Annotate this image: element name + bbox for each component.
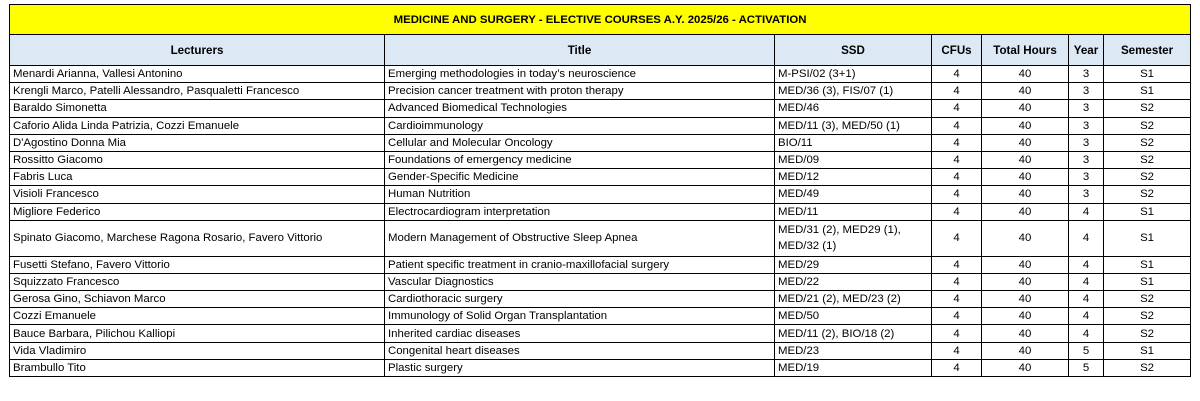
cell-semester[interactable]: S2 — [1104, 186, 1191, 203]
cell-semester[interactable]: S1 — [1104, 66, 1191, 83]
cell-total-hours[interactable]: 40 — [982, 308, 1069, 325]
table-row — [10, 83, 1191, 100]
table-row — [10, 169, 1191, 186]
cell-ssd[interactable]: MED/49 — [775, 186, 932, 203]
cell-total-hours[interactable]: 40 — [982, 342, 1069, 359]
cell-lecturers[interactable]: Rossitto Giacomo — [10, 151, 385, 168]
cell-semester[interactable]: S2 — [1104, 325, 1191, 342]
table-row — [10, 220, 1191, 256]
cell-total-hours[interactable]: 40 — [982, 186, 1069, 203]
cell-year[interactable]: 4 — [1069, 203, 1104, 220]
cell-ssd[interactable]: MED/21 (2), MED/23 (2) — [775, 291, 932, 308]
cell-ssd[interactable]: MED/50 — [775, 308, 932, 325]
cell-semester[interactable]: S1 — [1104, 273, 1191, 290]
cell-lecturers[interactable]: Caforio Alida Linda Patrizia, Cozzi Emanuele — [10, 117, 385, 134]
cell-ssd[interactable]: MED/36 (3), FIS/07 (1) — [775, 83, 932, 100]
cell-title[interactable]: Human Nutrition — [385, 186, 775, 203]
cell-lecturers[interactable]: Brambullo Tito — [10, 359, 385, 376]
cell-semester[interactable]: S2 — [1104, 169, 1191, 186]
cell-semester[interactable]: S1 — [1104, 220, 1191, 256]
cell-ssd[interactable]: MED/19 — [775, 359, 932, 376]
cell-lecturers[interactable]: Fabris Luca — [10, 169, 385, 186]
cell-cfus[interactable]: 4 — [932, 100, 982, 117]
cell-semester[interactable]: S2 — [1104, 291, 1191, 308]
header-title[interactable]: Title — [385, 35, 775, 66]
cell-title[interactable]: Congenital heart diseases — [385, 342, 775, 359]
cell-cfus[interactable]: 4 — [932, 134, 982, 151]
cell-total-hours[interactable]: 40 — [982, 117, 1069, 134]
cell-lecturers[interactable]: Spinato Giacomo, Marchese Ragona Rosario, Favero Vittorio — [10, 220, 385, 256]
cell-ssd[interactable]: BIO/11 — [775, 134, 932, 151]
cell-semester[interactable]: S2 — [1104, 151, 1191, 168]
cell-semester[interactable]: S1 — [1104, 256, 1191, 273]
cell-cfus[interactable]: 4 — [932, 291, 982, 308]
cell-total-hours[interactable]: 40 — [982, 291, 1069, 308]
cell-lecturers[interactable]: Baraldo Simonetta — [10, 100, 385, 117]
cell-cfus[interactable]: 4 — [932, 203, 982, 220]
cell-lecturers[interactable]: Krengli Marco, Patelli Alessandro, Pasqualetti Francesco — [10, 83, 385, 100]
cell-lecturers[interactable]: Squizzato Francesco — [10, 273, 385, 290]
cell-year[interactable]: 4 — [1069, 308, 1104, 325]
cell-year[interactable]: 3 — [1069, 151, 1104, 168]
cell-title[interactable]: Cellular and Molecular Oncology — [385, 134, 775, 151]
cell-title[interactable]: Inherited cardiac diseases — [385, 325, 775, 342]
cell-year[interactable]: 4 — [1069, 325, 1104, 342]
cell-total-hours[interactable]: 40 — [982, 66, 1069, 83]
cell-title[interactable]: Foundations of emergency medicine — [385, 151, 775, 168]
cell-year[interactable]: 3 — [1069, 100, 1104, 117]
cell-year[interactable]: 3 — [1069, 83, 1104, 100]
sheet-title[interactable]: MEDICINE AND SURGERY - ELECTIVE COURSES A.Y. 2025/26 - ACTIVATION — [10, 5, 1191, 35]
table-row — [10, 359, 1191, 376]
cell-ssd[interactable]: MED/11 (3), MED/50 (1) — [775, 117, 932, 134]
cell-cfus[interactable]: 4 — [932, 151, 982, 168]
cell-ssd[interactable]: MED/11 (2), BIO/18 (2) — [775, 325, 932, 342]
cell-total-hours[interactable]: 40 — [982, 325, 1069, 342]
cell-title[interactable]: Precision cancer treatment with proton therapy — [385, 83, 775, 100]
cell-title[interactable]: Gender-Specific Medicine — [385, 169, 775, 186]
cell-cfus[interactable]: 4 — [932, 325, 982, 342]
cell-title[interactable]: Electrocardiogram interpretation — [385, 203, 775, 220]
cell-cfus[interactable]: 4 — [932, 169, 982, 186]
cell-total-hours[interactable]: 40 — [982, 100, 1069, 117]
cell-year[interactable]: 4 — [1069, 256, 1104, 273]
cell-ssd[interactable]: MED/22 — [775, 273, 932, 290]
table-row — [10, 151, 1191, 168]
table-body — [10, 66, 1191, 377]
cell-lecturers[interactable]: Migliore Federico — [10, 203, 385, 220]
cell-semester[interactable]: S2 — [1104, 308, 1191, 325]
cell-year[interactable]: 4 — [1069, 291, 1104, 308]
cell-lecturers[interactable]: Visioli Francesco — [10, 186, 385, 203]
table-row — [10, 325, 1191, 342]
cell-lecturers[interactable]: Menardi Arianna, Vallesi Antonino — [10, 66, 385, 83]
cell-year[interactable]: 5 — [1069, 359, 1104, 376]
cell-ssd[interactable]: M-PSI/02 (3+1) — [775, 66, 932, 83]
header-ssd[interactable]: SSD — [775, 35, 932, 66]
table-row — [10, 291, 1191, 308]
header-cfus[interactable]: CFUs — [932, 35, 982, 66]
cell-cfus[interactable]: 4 — [932, 273, 982, 290]
table-row — [10, 256, 1191, 273]
cell-semester[interactable]: S2 — [1104, 359, 1191, 376]
cell-title[interactable]: Cardiothoracic surgery — [385, 291, 775, 308]
cell-year[interactable]: 3 — [1069, 117, 1104, 134]
header-lecturers[interactable]: Lecturers — [10, 35, 385, 66]
cell-semester[interactable]: S2 — [1104, 117, 1191, 134]
cell-semester[interactable]: S1 — [1104, 342, 1191, 359]
cell-year[interactable]: 4 — [1069, 220, 1104, 256]
cell-total-hours[interactable]: 40 — [982, 273, 1069, 290]
header-total-hours[interactable]: Total Hours — [982, 35, 1069, 66]
cell-semester[interactable]: S2 — [1104, 100, 1191, 117]
cell-cfus[interactable]: 4 — [932, 308, 982, 325]
table-row — [10, 186, 1191, 203]
cell-total-hours[interactable]: 40 — [982, 134, 1069, 151]
table-row — [10, 100, 1191, 117]
cell-year[interactable]: 3 — [1069, 134, 1104, 151]
cell-lecturers[interactable]: Bauce Barbara, Pilichou Kalliopi — [10, 325, 385, 342]
cell-cfus[interactable]: 4 — [932, 342, 982, 359]
cell-total-hours[interactable]: 40 — [982, 359, 1069, 376]
cell-ssd[interactable]: MED/29 — [775, 256, 932, 273]
header-row — [10, 35, 1191, 66]
table-row — [10, 117, 1191, 134]
cell-title[interactable]: Immunology of Solid Organ Transplantation — [385, 308, 775, 325]
table-row — [10, 273, 1191, 290]
cell-total-hours[interactable]: 40 — [982, 220, 1069, 256]
cell-total-hours[interactable]: 40 — [982, 169, 1069, 186]
cell-ssd[interactable]: MED/11 — [775, 203, 932, 220]
cell-cfus[interactable]: 4 — [932, 359, 982, 376]
cell-semester[interactable]: S1 — [1104, 203, 1191, 220]
cell-title[interactable]: Vascular Diagnostics — [385, 273, 775, 290]
cell-year[interactable]: 4 — [1069, 273, 1104, 290]
table-row — [10, 66, 1191, 83]
header-semester[interactable]: Semester — [1104, 35, 1191, 66]
cell-cfus[interactable]: 4 — [932, 256, 982, 273]
cell-semester[interactable]: S1 — [1104, 83, 1191, 100]
cell-year[interactable]: 3 — [1069, 66, 1104, 83]
cell-lecturers[interactable]: Gerosa Gino, Schiavon Marco — [10, 291, 385, 308]
cell-year[interactable]: 3 — [1069, 186, 1104, 203]
cell-total-hours[interactable]: 40 — [982, 256, 1069, 273]
cell-title[interactable]: Cardioimmunology — [385, 117, 775, 134]
cell-cfus[interactable]: 4 — [932, 117, 982, 134]
cell-year[interactable]: 3 — [1069, 169, 1104, 186]
cell-ssd[interactable]: MED/46 — [775, 100, 932, 117]
cell-lecturers[interactable]: Cozzi Emanuele — [10, 308, 385, 325]
cell-title[interactable]: Emerging methodologies in today’s neuroscience — [385, 66, 775, 83]
table-row — [10, 134, 1191, 151]
cell-title[interactable]: Patient specific treatment in cranio-maxillofacial surgery — [385, 256, 775, 273]
table-row — [10, 342, 1191, 359]
cell-cfus[interactable]: 4 — [932, 83, 982, 100]
cell-ssd[interactable]: MED/12 — [775, 169, 932, 186]
cell-title[interactable]: Plastic surgery — [385, 359, 775, 376]
cell-lecturers[interactable]: Vida Vladimiro — [10, 342, 385, 359]
cell-cfus[interactable]: 4 — [932, 66, 982, 83]
header-year[interactable]: Year — [1069, 35, 1104, 66]
cell-year[interactable]: 5 — [1069, 342, 1104, 359]
table-row — [10, 203, 1191, 220]
cell-ssd[interactable]: MED/09 — [775, 151, 932, 168]
cell-total-hours[interactable]: 40 — [982, 151, 1069, 168]
cell-title[interactable]: Advanced Biomedical Technologies — [385, 100, 775, 117]
cell-lecturers[interactable]: D'Agostino Donna Mia — [10, 134, 385, 151]
cell-cfus[interactable]: 4 — [932, 186, 982, 203]
cell-ssd[interactable]: MED/31 (2), MED29 (1), MED/32 (1) — [775, 220, 932, 256]
electives-table — [9, 4, 1191, 377]
electives-sheet — [9, 4, 1190, 377]
table-row — [10, 308, 1191, 325]
cell-total-hours[interactable]: 40 — [982, 203, 1069, 220]
cell-cfus[interactable]: 4 — [932, 220, 982, 256]
cell-lecturers[interactable]: Fusetti Stefano, Favero Vittorio — [10, 256, 385, 273]
cell-total-hours[interactable]: 40 — [982, 83, 1069, 100]
cell-title[interactable]: Modern Management of Obstructive Sleep Apnea — [385, 220, 775, 256]
cell-semester[interactable]: S2 — [1104, 134, 1191, 151]
cell-ssd[interactable]: MED/23 — [775, 342, 932, 359]
